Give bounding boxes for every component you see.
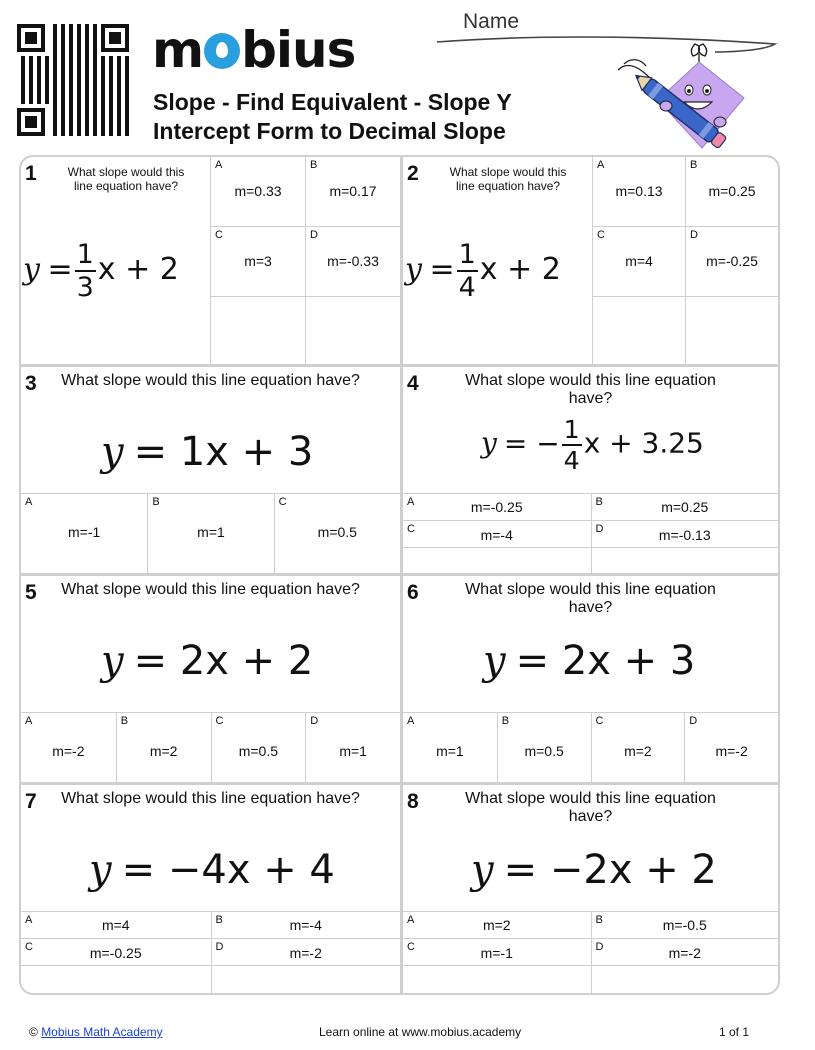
- answer-value: m=0.17: [329, 183, 377, 199]
- equation-y: y: [471, 847, 494, 893]
- question-7: [21, 785, 400, 995]
- equation-y: y: [101, 429, 124, 475]
- fraction-denominator: 3: [76, 272, 94, 303]
- equation-rhs: x + 2: [97, 252, 179, 287]
- equation-fraction: [562, 415, 582, 475]
- equation-lhs: =: [429, 252, 455, 287]
- answer-value: m=-0.25: [706, 253, 758, 269]
- question-number: 1: [25, 162, 37, 185]
- answer-letter: A: [597, 159, 605, 171]
- answer-value: m=-4: [289, 917, 322, 933]
- answer-choice-d[interactable]: [684, 712, 778, 782]
- answer-value: m=-1: [480, 945, 513, 961]
- equation-y: y: [101, 638, 124, 684]
- answer-choice-b[interactable]: [591, 493, 779, 520]
- answer-value: m=0.33: [234, 183, 282, 199]
- answer-choice-b[interactable]: [147, 493, 273, 573]
- answer-value: m=1: [339, 743, 367, 759]
- answer-choice-a[interactable]: [403, 911, 591, 938]
- answer-value: m=0.5: [317, 524, 357, 540]
- answer-letter: C: [215, 229, 223, 241]
- answer-choice-d[interactable]: [685, 226, 778, 296]
- answer-value: m=0.25: [708, 183, 756, 199]
- question-8: [403, 785, 778, 995]
- equation-y: y: [405, 252, 422, 287]
- answer-value: m=-2: [715, 743, 748, 759]
- question-2: [403, 157, 778, 364]
- equation-y: y: [483, 638, 506, 684]
- answer-value: m=-0.25: [470, 499, 523, 515]
- equation: [101, 638, 313, 684]
- question-5: [21, 576, 400, 782]
- question-number: 8: [407, 790, 419, 813]
- equation: [471, 847, 717, 893]
- answer-value: m=4: [625, 253, 653, 269]
- answer-choice-b[interactable]: [305, 156, 400, 226]
- question-prompt: What slope would this line equation have?: [465, 372, 716, 407]
- answer-blank: [210, 296, 305, 364]
- question-prompt: What slope would this line equation have?: [67, 165, 185, 193]
- page-number: 1 of 1: [719, 1025, 750, 1039]
- answer-letter: A: [407, 715, 415, 727]
- question-prompt: What slope would this line equation have?: [61, 581, 360, 598]
- answer-letter: C: [278, 496, 287, 508]
- equation: [23, 239, 179, 303]
- equation: [405, 239, 561, 303]
- name-label: Name: [463, 10, 520, 33]
- equation-y: y: [481, 426, 497, 460]
- answer-value: m=3: [244, 253, 272, 269]
- answer-letter: B: [595, 496, 603, 508]
- answer-choice-c[interactable]: [211, 712, 306, 782]
- answer-choice-d[interactable]: [305, 226, 400, 296]
- equation-lhs: = 2: [515, 638, 588, 684]
- answer-value: m=0.5: [524, 743, 564, 759]
- answer-choice-b[interactable]: [497, 712, 591, 782]
- answer-choice-b[interactable]: [211, 911, 401, 938]
- equation: [101, 429, 313, 475]
- answer-letter: B: [501, 715, 510, 727]
- answer-choice-c[interactable]: [274, 493, 400, 573]
- equation-lhs: = −4: [121, 847, 227, 893]
- answer-letter: C: [595, 715, 604, 727]
- answer-value: m=1: [197, 524, 225, 540]
- answer-value: m=-0.13: [658, 527, 711, 543]
- answer-letter: D: [310, 715, 319, 727]
- footer-learn-online: Learn online at www.mobius.academy: [319, 1025, 522, 1039]
- equation-rhs: x + 2: [205, 638, 314, 684]
- answer-choice-d[interactable]: [591, 520, 779, 547]
- mascot-illustration: [610, 40, 750, 155]
- equation: [483, 638, 695, 684]
- question-number: 3: [25, 372, 37, 395]
- question-number: 5: [25, 581, 37, 604]
- answer-letter: B: [595, 914, 603, 926]
- answer-letter: B: [690, 159, 698, 171]
- fraction-denominator: 4: [458, 272, 476, 303]
- equation-lhs: = 1: [133, 429, 206, 475]
- answer-choice-c[interactable]: [403, 938, 591, 965]
- question-1: [21, 157, 400, 364]
- question-6: [403, 576, 778, 782]
- answer-blank: [403, 965, 591, 995]
- mobius-academy-link[interactable]: Mobius Math Academy: [41, 1025, 163, 1039]
- answer-value: m=-2: [668, 945, 701, 961]
- answer-blank: [685, 296, 778, 364]
- equation-rhs: x + 2: [479, 252, 561, 287]
- answer-value: m=2: [149, 743, 178, 759]
- mobius-logo: m bius: [152, 21, 356, 79]
- answer-value: m=2: [482, 917, 511, 933]
- answer-choice-c[interactable]: [210, 226, 305, 296]
- equation-rhs: x + 3.25: [583, 426, 704, 460]
- answer-choice-b[interactable]: [116, 712, 211, 782]
- answer-letter: B: [310, 159, 318, 171]
- answer-blank: [305, 296, 400, 364]
- answer-value: m=0.13: [615, 183, 663, 199]
- answer-choice-a[interactable]: [210, 156, 305, 226]
- answer-letter: B: [120, 715, 129, 727]
- answer-letter: A: [25, 914, 33, 926]
- answer-choice-c[interactable]: [21, 938, 211, 965]
- fraction-numerator: 1: [458, 239, 476, 270]
- answer-letter: B: [215, 914, 223, 926]
- answer-letter: C: [215, 715, 224, 727]
- equation-lhs: = −: [503, 426, 560, 460]
- answer-blank: [591, 547, 779, 573]
- equation-rhs: x + 4: [226, 847, 335, 893]
- answer-letter: D: [690, 229, 698, 241]
- question-3: [21, 367, 400, 573]
- answer-letter: D: [689, 715, 698, 727]
- answer-letter: D: [595, 523, 604, 535]
- question-prompt: What slope would this line equation have?: [61, 790, 360, 807]
- answer-letter: A: [407, 914, 415, 926]
- answer-choice-a[interactable]: [592, 156, 685, 226]
- fraction-denominator: 4: [563, 446, 580, 475]
- equation-lhs: =: [47, 252, 73, 287]
- answer-choice-b[interactable]: [685, 156, 778, 226]
- answer-value: m=-4: [480, 527, 513, 543]
- qr-code: [17, 24, 129, 136]
- equation-lhs: = −2: [503, 847, 609, 893]
- question-number: 4: [407, 372, 419, 395]
- answer-letter: B: [152, 496, 160, 508]
- answer-letter: A: [25, 715, 33, 727]
- question-prompt: What slope would this line equation have?: [61, 372, 360, 389]
- footer-copyright: [29, 1025, 163, 1039]
- answer-letter: A: [25, 496, 33, 508]
- fraction-numerator: 1: [563, 415, 580, 444]
- question-4: [403, 367, 778, 573]
- worksheet-title: Slope - Find Equivalent - Slope Y Intercept Form to Decimal Slope: [153, 89, 512, 144]
- question-number: 6: [407, 581, 419, 604]
- logo-droplet-icon: [204, 33, 240, 69]
- answer-letter: C: [407, 941, 415, 953]
- answer-value: m=-2: [52, 743, 85, 759]
- equation-fraction: [457, 239, 478, 303]
- answer-letter: D: [595, 941, 604, 953]
- answer-letter: A: [215, 159, 223, 171]
- equation-lhs: = 2: [133, 638, 206, 684]
- answer-value: m=-1: [68, 524, 101, 540]
- answer-choice-a[interactable]: [21, 911, 211, 938]
- answer-value: m=0.25: [661, 499, 709, 515]
- fraction-numerator: 1: [76, 239, 94, 270]
- question-number: 7: [25, 790, 37, 813]
- answer-choice-c[interactable]: [403, 520, 591, 547]
- answer-letter: D: [310, 229, 318, 241]
- answer-choice-a[interactable]: [21, 493, 147, 573]
- equation-y: y: [23, 252, 40, 287]
- copyright-symbol: ©: [29, 1025, 38, 1039]
- answer-value: m=-0.5: [662, 917, 707, 933]
- answer-value: m=0.5: [238, 743, 279, 759]
- answer-blank: [403, 547, 591, 573]
- answer-value: m=4: [101, 917, 130, 933]
- equation: [89, 847, 335, 893]
- answer-value: m=2: [624, 743, 652, 759]
- answer-choice-a[interactable]: [21, 712, 116, 782]
- answer-letter: C: [407, 523, 415, 535]
- answer-value: m=-0.33: [327, 253, 379, 269]
- answer-blank: [21, 965, 211, 995]
- answer-blank: [592, 296, 685, 364]
- answer-value: m=-2: [289, 945, 322, 961]
- answer-blank: [591, 965, 779, 995]
- answer-letter: C: [597, 229, 605, 241]
- answer-choice-d[interactable]: [591, 938, 779, 965]
- answer-letter: A: [407, 496, 415, 508]
- question-number: 2: [407, 162, 419, 185]
- question-prompt: What slope would this line equation have?: [465, 790, 716, 825]
- equation: [481, 415, 704, 475]
- answer-choice-d[interactable]: [305, 712, 400, 782]
- equation-fraction: [75, 239, 96, 303]
- equation-rhs: x + 2: [608, 847, 717, 893]
- question-prompt: What slope would this line equation have?: [449, 165, 567, 193]
- answer-value: m=1: [436, 743, 464, 759]
- answer-choice-c[interactable]: [592, 226, 685, 296]
- answer-letter: D: [215, 941, 224, 953]
- question-prompt: What slope would this line equation have?: [465, 581, 716, 616]
- answer-choice-b[interactable]: [591, 911, 779, 938]
- answer-choice-a[interactable]: [403, 493, 591, 520]
- answer-value: m=-0.25: [89, 945, 142, 961]
- answer-choice-d[interactable]: [211, 938, 401, 965]
- equation-y: y: [89, 847, 112, 893]
- answer-choice-a[interactable]: [403, 712, 497, 782]
- answer-choice-c[interactable]: [591, 712, 685, 782]
- answer-blank: [211, 965, 401, 995]
- equation-rhs: x + 3: [205, 429, 314, 475]
- answer-letter: C: [25, 941, 33, 953]
- question-grid: [19, 155, 780, 995]
- equation-rhs: x + 3: [587, 638, 696, 684]
